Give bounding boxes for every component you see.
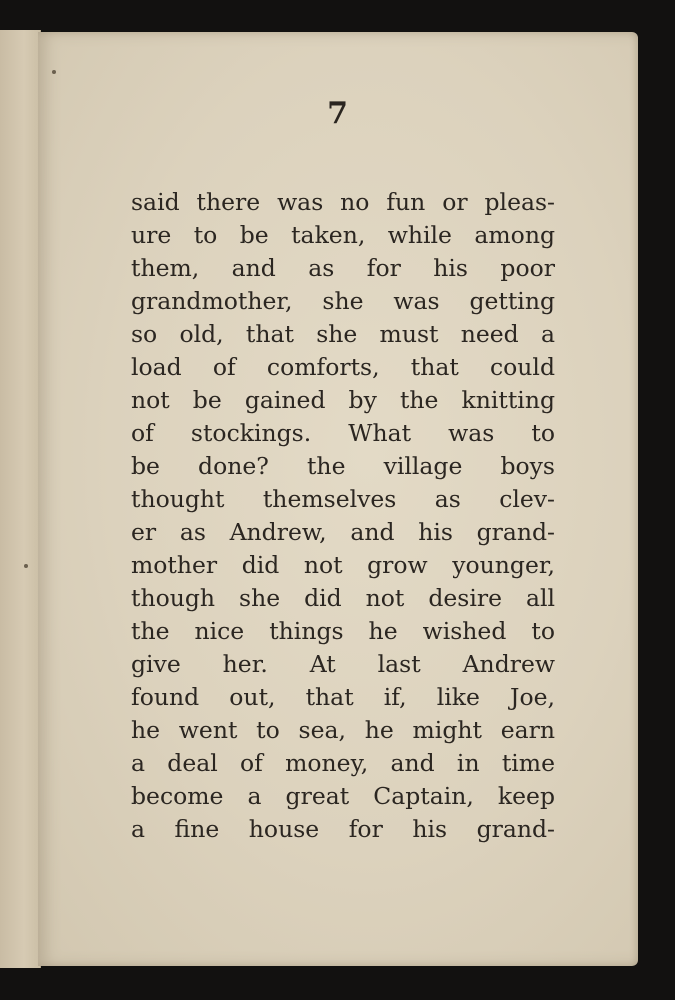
text-line: the nice things he wished to xyxy=(131,617,555,645)
text-line: though she did not desire all xyxy=(131,584,555,612)
text-line: load of comforts, that could xyxy=(131,353,555,381)
text-line: be done? the village boys xyxy=(131,452,555,480)
left-page-edge xyxy=(0,30,41,968)
text-line: so old, that she must need a xyxy=(131,320,555,348)
paper-speck xyxy=(24,564,28,568)
text-line: grandmother, she was getting xyxy=(131,287,555,315)
text-line: er as Andrew, and his grand- xyxy=(131,518,555,546)
text-line: become a great Captain, keep xyxy=(131,782,555,810)
text-line: a deal of money, and in time xyxy=(131,749,555,777)
text-line: them, and as for his poor xyxy=(131,254,555,282)
text-line: said there was no fun or pleas- xyxy=(131,188,555,216)
text-line: mother did not grow younger, xyxy=(131,551,555,579)
text-line: ure to be taken, while among xyxy=(131,221,555,249)
text-line: not be gained by the knitting xyxy=(131,386,555,414)
text-line: he went to sea, he might earn xyxy=(131,716,555,744)
paper-speck xyxy=(52,70,56,74)
book-page xyxy=(38,32,638,966)
body-text xyxy=(131,186,555,846)
text-line: thought themselves as clev- xyxy=(131,485,555,513)
text-line: give her. At last Andrew xyxy=(131,650,555,678)
text-line: of stockings. What was to xyxy=(131,419,555,447)
text-line: a fine house for his grand- xyxy=(131,815,555,843)
page-number: 7 xyxy=(327,96,349,131)
text-line: found out, that if, like Joe, xyxy=(131,683,555,711)
